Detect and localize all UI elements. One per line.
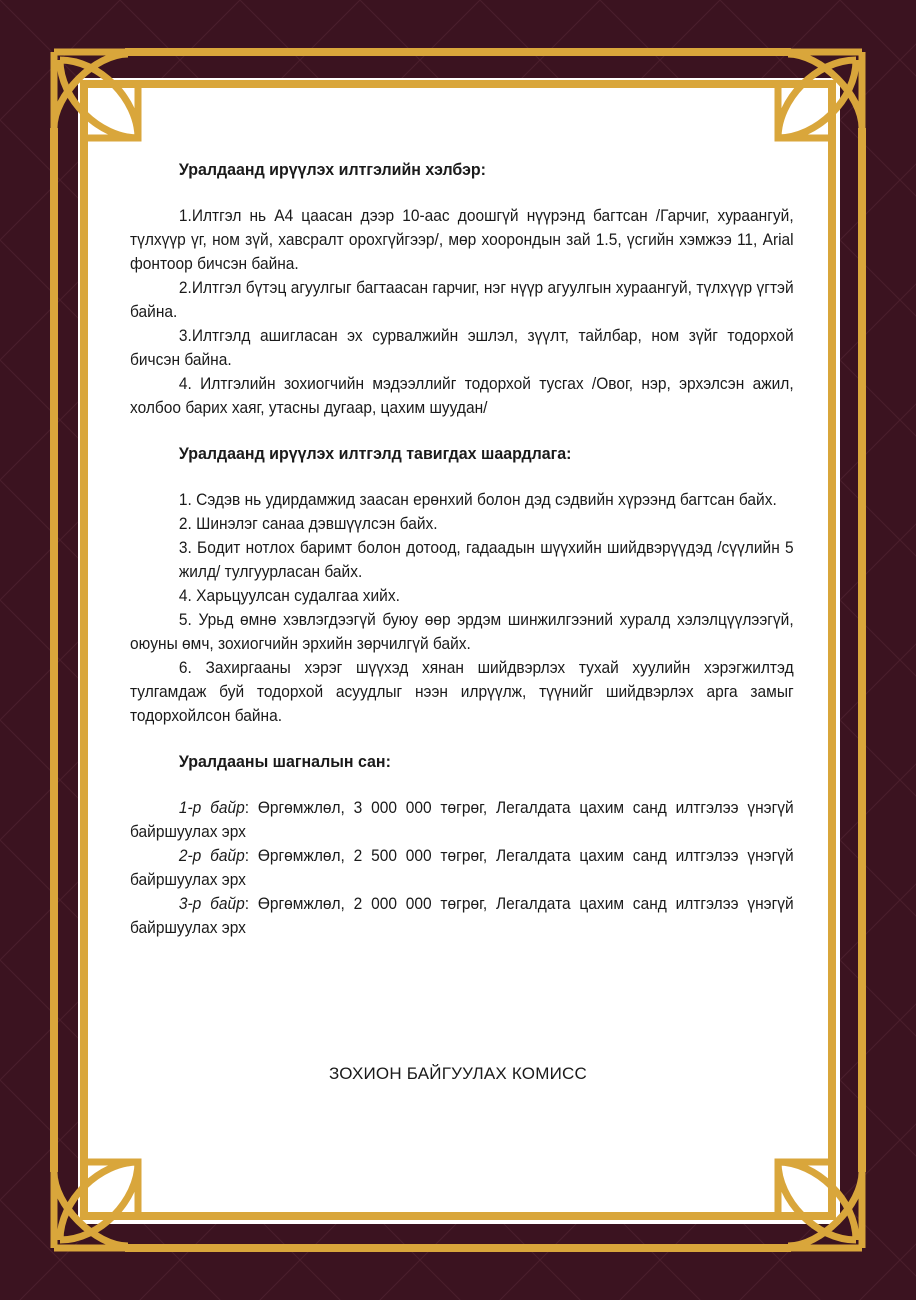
- organizing-committee-signature: ЗОХИОН БАЙГУУЛАХ КОМИСС: [329, 1064, 587, 1083]
- list-item: 4. Харьцуулсан судалгаа хийх.: [178, 587, 400, 605]
- section-1-list: [130, 204, 794, 420]
- list-item: 1.Илтгэл нь А4 цаасан дээр 10-аас доошгүй нүүрэнд багтсан /Гарчиг, хураангуй, түлхүүр үг, ном зүй, хавсралт орохгүйгээр/, мөр хоорондын зай 1.5, үсгийн хэмжээ 11, Arial фонтоор бичсэн байна.: [130, 207, 794, 273]
- list-item: 4. Илтгэлийн зохиогчийн мэдээллийг тодорхой тусгах /Овог, нэр, эрхэлсэн ажил, холбоо барих хаяг, утасны дугаар, цахим шуудан/: [130, 375, 794, 417]
- prize-place: 2-р байр: [178, 847, 245, 865]
- prize-text: : Өргөмжлөл, 2 500 000 төгрөг, Легалдата цахим санд илтгэлээ үнэгүй байршуулах эрх: [130, 847, 794, 889]
- prize-item: [130, 892, 794, 940]
- corner-knot-bottom-right: [778, 1162, 862, 1248]
- list-item: 6. Захиргааны хэрэг шүүхэд хянан шийдвэрлэх тухай хуулийн хэрэгжилтэд тулгамдаж буй тодорхой асуудлыг нээн илрүүлж, түүнийг шийдвэрлэх арга замыг тодорхойлсон байна.: [130, 659, 794, 725]
- prize-text: : Өргөмжлөл, 2 000 000 төгрөг, Легалдата цахим санд илтгэлээ үнэгүй байршуулах эрх: [130, 895, 794, 937]
- prize-place: 1-р байр: [178, 799, 245, 817]
- document-body: [130, 150, 794, 940]
- list-item: 3. Бодит нотлох баримт болон дотоод, гадаадын шүүхийн шийдвэрүүдэд /сүүлийн 5 жилд/ тулгуурласан байх.: [178, 539, 794, 581]
- section-3-title: Уралдааны шагналын сан:: [178, 752, 391, 771]
- prize-item: [130, 844, 794, 892]
- list-item: 2.Илтгэл бүтэц агуулгыг багтаасан гарчиг, нэг нүүр агуулгын хураангуй, түлхүүр үгтэй байна.: [130, 279, 794, 321]
- list-item: 2. Шинэлэг санаа дэвшүүлсэн байх.: [178, 515, 438, 533]
- section-1-title: Уралдаанд ирүүлэх илтгэлийн хэлбэр:: [178, 160, 487, 179]
- corner-knot-bottom-left: [54, 1162, 138, 1248]
- prize-text: : Өргөмжлөл, 3 000 000 төгрөг, Легалдата цахим санд илтгэлээ үнэгүй байршуулах эрх: [130, 799, 794, 841]
- section-2-list: [130, 488, 794, 728]
- prize-item: [130, 796, 794, 844]
- prize-place: 3-р байр: [178, 895, 245, 913]
- list-item: 1. Сэдэв нь удирдамжид заасан ерөнхий болон дэд сэдвийн хүрээнд багтсан байх.: [178, 491, 777, 509]
- prize-list: [130, 796, 794, 940]
- corner-knot-top-right: [778, 52, 862, 138]
- corner-knot-top-left: [54, 52, 138, 138]
- list-item: 5. Урьд өмнө хэвлэгдээгүй буюу өөр эрдэм шинжилгээний хуралд хэлэлцүүлээгүй, оюуны өмч, зохиогчийн эрхийн зөрчилгүй байх.: [130, 611, 794, 653]
- list-item: 3.Илтгэлд ашигласан эх сурвалжийн эшлэл, зүүлт, тайлбар, ном зүйг тодорхой бичсэн байна.: [130, 327, 794, 369]
- section-2-title: Уралдаанд ирүүлэх илтгэлд тавигдах шаардлага:: [178, 444, 572, 463]
